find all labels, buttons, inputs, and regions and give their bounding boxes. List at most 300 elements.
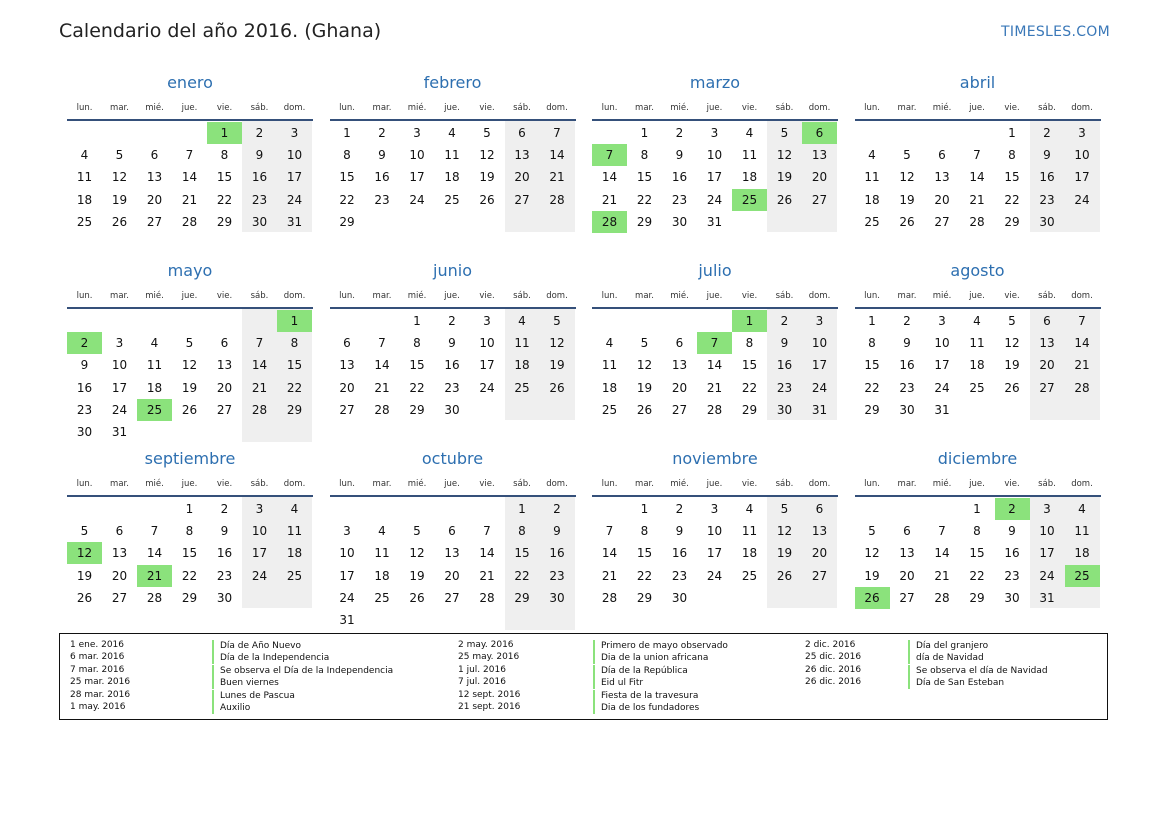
day-cell: 3 xyxy=(938,314,946,328)
legend-date: 25 mar. 2016 xyxy=(70,677,131,688)
day-cell: 3 xyxy=(483,314,491,328)
day-cell: 29 xyxy=(636,214,653,229)
weekday-label: mié. xyxy=(670,291,689,301)
day-cell: 18 xyxy=(1074,546,1090,561)
day-cell: 7 xyxy=(255,336,264,351)
month-title: diciembre xyxy=(937,449,1018,468)
day-cell: 27 xyxy=(899,590,915,605)
day-cell: 15 xyxy=(339,170,355,185)
weekday-label: sáb. xyxy=(775,479,794,489)
day-cell: 8 xyxy=(343,148,351,163)
day-cell: 2 xyxy=(1043,126,1051,140)
day-cell: 28 xyxy=(146,590,163,605)
day-cell: 25 xyxy=(286,568,303,583)
day-cell: 4 xyxy=(448,126,456,140)
weekday-label: dom. xyxy=(283,479,306,489)
day-cell: 21 xyxy=(374,380,390,395)
day-cell: 19 xyxy=(864,568,880,583)
day-cell: 2 xyxy=(553,502,561,516)
day-cell: 31 xyxy=(339,613,355,627)
day-cell: 29 xyxy=(216,214,233,229)
legend-holiday-name: Se observa el día de Navidad xyxy=(908,665,1048,677)
day-cell: 11 xyxy=(741,148,758,163)
weekday-label: dom. xyxy=(546,103,568,113)
legend-date: 1 jul. 2016 xyxy=(458,664,506,675)
day-cell: 18 xyxy=(969,358,985,373)
holiday-day-cell: 25 xyxy=(1065,565,1100,587)
day-cell: 4 xyxy=(378,524,386,539)
day-cell: 14 xyxy=(251,358,268,373)
weekday-label: sáb. xyxy=(1038,479,1056,489)
weekday-label: jue. xyxy=(969,479,985,489)
day-cell: 28 xyxy=(934,590,950,605)
day-cell: 20 xyxy=(899,568,915,583)
month-title: agosto xyxy=(950,261,1005,280)
legend-date: 21 sept. 2016 xyxy=(458,701,521,712)
day-cell: 1 xyxy=(1008,126,1016,140)
day-cell: 26 xyxy=(111,214,128,229)
day-cell: 15 xyxy=(181,546,198,561)
day-cell: 8 xyxy=(290,336,299,351)
day-cell: 14 xyxy=(374,358,390,373)
day-cell: 31 xyxy=(934,402,950,417)
day-cell: 23 xyxy=(776,380,793,395)
legend-holiday-name: Día de Año Nuevo xyxy=(212,640,301,652)
day-cell: 23 xyxy=(549,568,565,583)
day-cell: 12 xyxy=(409,546,425,561)
holiday-day-cell: 28 xyxy=(592,211,627,233)
day-cell: 23 xyxy=(251,192,268,207)
day-cell: 10 xyxy=(1074,148,1090,163)
month-title: febrero xyxy=(423,73,482,92)
day-cell: 15 xyxy=(636,546,653,561)
day-cell: 5 xyxy=(868,524,876,539)
day-cell: 7 xyxy=(605,524,614,539)
weekday-label: jue. xyxy=(969,103,985,113)
day-cell: 26 xyxy=(409,590,425,605)
legend-date: 1 ene. 2016 xyxy=(70,640,124,650)
day-cell: 9 xyxy=(675,148,684,163)
legend-date: 2 may. 2016 xyxy=(458,640,514,650)
day-cell: 21 xyxy=(934,568,950,583)
day-cell: 13 xyxy=(899,546,915,561)
day-cell: 29 xyxy=(409,402,425,417)
day-cell: 2 xyxy=(255,126,264,140)
legend-date: 6 mar. 2016 xyxy=(70,652,125,663)
day-cell: 5 xyxy=(80,524,89,539)
day-cell: 1 xyxy=(185,502,194,516)
day-cell: 30 xyxy=(899,402,915,417)
day-cell: 18 xyxy=(374,568,390,583)
legend-date: 12 sept. 2016 xyxy=(458,689,521,700)
weekday-label: vie. xyxy=(741,291,758,301)
holiday-day-cell: 25 xyxy=(732,189,767,211)
day-cell: 20 xyxy=(671,380,688,395)
day-cell: 27 xyxy=(339,402,355,417)
day-cell: 3 xyxy=(290,126,299,140)
day-cell: 9 xyxy=(448,336,456,351)
day-cell: 14 xyxy=(706,358,723,373)
day-cell: 5 xyxy=(903,148,911,163)
day-cell: 28 xyxy=(549,192,565,207)
day-cell: 22 xyxy=(741,380,758,395)
weekday-header xyxy=(67,103,313,115)
holiday-day-cell: 12 xyxy=(67,542,102,564)
weekday-header xyxy=(330,479,576,491)
day-cell: 20 xyxy=(514,170,530,185)
weekday-label: jue. xyxy=(706,291,723,301)
day-cell: 13 xyxy=(934,170,950,185)
day-cell: 7 xyxy=(150,524,159,539)
day-cell: 19 xyxy=(409,568,425,583)
month-title: mayo xyxy=(167,261,213,280)
day-cell: 26 xyxy=(549,380,565,395)
day-cell: 1 xyxy=(518,502,526,516)
day-cell: 4 xyxy=(150,336,159,351)
weekday-label: lun. xyxy=(76,103,93,113)
weekday-label: mar. xyxy=(110,291,129,301)
weekday-label: mié. xyxy=(932,291,952,301)
weekday-label: mar. xyxy=(372,291,392,301)
weekday-label: dom. xyxy=(1071,103,1093,113)
day-cell: 9 xyxy=(675,524,684,539)
day-cell: 14 xyxy=(934,546,950,561)
weekday-label: mié. xyxy=(145,103,164,113)
day-cell: 20 xyxy=(811,170,828,185)
weekday-label: lun. xyxy=(864,291,880,301)
holiday-day-cell: 1 xyxy=(732,310,767,332)
day-cell: 2 xyxy=(448,314,456,328)
day-cell: 11 xyxy=(374,546,390,561)
day-cell: 12 xyxy=(1004,336,1020,351)
legend-holiday-name: día de Navidad xyxy=(908,652,984,664)
weekday-label: jue. xyxy=(181,479,198,489)
day-cell: 15 xyxy=(409,358,425,373)
day-cell: 17 xyxy=(934,358,950,373)
weekday-label: sáb. xyxy=(513,479,531,489)
day-cell: 5 xyxy=(780,502,789,516)
day-cell: 6 xyxy=(115,524,124,539)
weekday-label: mié. xyxy=(145,291,164,301)
legend-holiday-name: Primero de mayo observado xyxy=(593,640,728,652)
day-cell: 13 xyxy=(146,170,163,185)
day-cell: 17 xyxy=(286,170,303,185)
weekday-label: dom. xyxy=(283,291,306,301)
day-cell: 13 xyxy=(811,524,828,539)
day-cell: 19 xyxy=(776,546,793,561)
holiday-day-cell: 25 xyxy=(137,399,172,421)
weekday-label: vie. xyxy=(479,103,495,113)
day-cell: 23 xyxy=(671,568,688,583)
page-title: Calendario del año 2016. (Ghana) xyxy=(59,20,382,42)
day-cell: 7 xyxy=(553,126,561,140)
day-cell: 29 xyxy=(864,402,880,417)
day-cell: 11 xyxy=(864,170,880,185)
day-cell: 19 xyxy=(636,380,653,395)
month-title: septiembre xyxy=(144,449,236,468)
day-cell: 17 xyxy=(811,358,828,373)
day-cell: 7 xyxy=(1078,314,1086,328)
day-cell: 20 xyxy=(216,380,233,395)
day-cell: 4 xyxy=(518,314,526,328)
day-cell: 10 xyxy=(706,148,723,163)
day-cell: 4 xyxy=(868,148,876,163)
legend-holiday-name: Eid ul Fitr xyxy=(593,677,643,689)
legend-date: 25 may. 2016 xyxy=(458,652,520,663)
day-cell: 18 xyxy=(146,380,163,395)
weekday-label: vie. xyxy=(216,291,233,301)
day-cell: 13 xyxy=(339,358,355,373)
day-cell: 17 xyxy=(706,546,723,561)
weekday-label: mié. xyxy=(145,479,164,489)
weekday-label: lun. xyxy=(339,103,355,113)
day-cell: 25 xyxy=(601,402,618,417)
weekday-label: lun. xyxy=(864,479,880,489)
day-cell: 22 xyxy=(409,380,425,395)
weekday-label: vie. xyxy=(479,291,495,301)
day-cell: 9 xyxy=(1008,524,1016,539)
legend-date: 28 mar. 2016 xyxy=(70,689,131,700)
day-cell: 21 xyxy=(251,380,268,395)
weekday-label: jue. xyxy=(444,103,460,113)
day-cell: 18 xyxy=(444,170,460,185)
weekday-header xyxy=(855,291,1101,303)
day-cell: 4 xyxy=(1078,502,1086,516)
day-cell: 11 xyxy=(601,358,618,373)
day-cell: 17 xyxy=(409,170,425,185)
weekday-label: dom. xyxy=(808,479,831,489)
legend-holiday-name: Dia de la union africana xyxy=(593,652,708,664)
brand-link[interactable]: TIMESLES.COM xyxy=(1001,24,1110,40)
weekday-label: jue. xyxy=(444,479,460,489)
day-cell: 3 xyxy=(343,524,351,539)
day-cell: 22 xyxy=(969,568,985,583)
day-cell: 2 xyxy=(903,314,911,328)
day-cell: 17 xyxy=(111,380,128,395)
day-cell: 13 xyxy=(811,148,828,163)
day-cell: 21 xyxy=(1074,358,1090,373)
month-title: enero xyxy=(167,73,213,92)
month-title: marzo xyxy=(689,73,741,92)
day-cell: 6 xyxy=(903,524,911,539)
day-cell: 26 xyxy=(776,568,793,583)
day-cell: 10 xyxy=(479,336,495,351)
day-cell: 30 xyxy=(671,214,688,229)
day-cell: 21 xyxy=(601,568,618,583)
day-cell: 31 xyxy=(111,425,128,439)
day-cell: 23 xyxy=(671,192,688,207)
day-cell: 15 xyxy=(636,170,653,185)
day-cell: 26 xyxy=(636,402,653,417)
day-cell: 4 xyxy=(605,336,614,351)
day-cell: 25 xyxy=(444,192,460,207)
day-cell: 25 xyxy=(76,214,93,229)
day-cell: 8 xyxy=(640,524,649,539)
day-cell: 30 xyxy=(216,590,233,605)
day-cell: 21 xyxy=(706,380,723,395)
weekday-label: dom. xyxy=(546,291,568,301)
day-cell: 8 xyxy=(220,148,229,163)
day-cell: 31 xyxy=(811,402,828,417)
day-cell: 15 xyxy=(864,358,880,373)
day-cell: 6 xyxy=(150,148,159,163)
weekday-label: dom. xyxy=(1071,291,1093,301)
weekday-label: vie. xyxy=(216,103,233,113)
day-cell: 9 xyxy=(780,336,789,351)
day-cell: 15 xyxy=(514,546,530,561)
day-cell: 24 xyxy=(934,380,950,395)
weekday-label: vie. xyxy=(216,479,233,489)
day-cell: 16 xyxy=(1004,546,1020,561)
day-cell: 19 xyxy=(111,192,128,207)
day-cell: 3 xyxy=(1043,502,1051,516)
day-cell: 20 xyxy=(146,192,163,207)
day-cell: 20 xyxy=(934,192,950,207)
day-cell: 16 xyxy=(549,546,565,561)
holiday-day-cell: 1 xyxy=(277,310,312,332)
weekday-header xyxy=(330,103,576,115)
weekday-label: vie. xyxy=(479,479,495,489)
day-cell: 14 xyxy=(181,170,198,185)
weekday-header xyxy=(67,291,313,303)
weekday-label: sáb. xyxy=(775,103,794,113)
day-cell: 14 xyxy=(601,546,618,561)
day-cell: 10 xyxy=(111,358,128,373)
day-cell: 29 xyxy=(286,402,303,417)
day-cell: 7 xyxy=(973,148,981,163)
day-cell: 17 xyxy=(479,358,495,373)
weekday-label: mié. xyxy=(407,479,427,489)
holiday-day-cell: 6 xyxy=(802,122,837,144)
day-cell: 24 xyxy=(111,402,128,417)
day-cell: 15 xyxy=(969,546,985,561)
weekday-label: dom. xyxy=(808,291,831,301)
weekday-label: lun. xyxy=(76,291,93,301)
day-cell: 6 xyxy=(220,336,229,351)
day-cell: 27 xyxy=(811,192,828,207)
day-cell: 29 xyxy=(636,590,653,605)
weekday-label: mié. xyxy=(670,103,689,113)
day-cell: 26 xyxy=(899,214,915,229)
day-cell: 10 xyxy=(286,148,303,163)
day-cell: 12 xyxy=(479,148,495,163)
weekday-label: jue. xyxy=(969,291,985,301)
day-cell: 14 xyxy=(549,148,565,163)
day-cell: 9 xyxy=(378,148,386,163)
day-cell: 11 xyxy=(514,336,530,351)
day-cell: 19 xyxy=(181,380,198,395)
day-cell: 24 xyxy=(1074,192,1090,207)
day-cell: 22 xyxy=(636,568,653,583)
holiday-day-cell: 2 xyxy=(67,332,102,354)
day-cell: 5 xyxy=(780,126,789,140)
day-cell: 15 xyxy=(741,358,758,373)
day-cell: 3 xyxy=(815,314,824,328)
weekday-label: mar. xyxy=(897,479,917,489)
day-cell: 23 xyxy=(1039,192,1055,207)
day-cell: 2 xyxy=(780,314,789,328)
legend-holiday-name: Lunes de Pascua xyxy=(212,690,295,702)
month-title: noviembre xyxy=(672,449,758,468)
day-cell: 31 xyxy=(1039,590,1055,605)
day-cell: 6 xyxy=(1043,314,1051,328)
day-cell: 17 xyxy=(251,546,268,561)
day-cell: 20 xyxy=(339,380,355,395)
day-cell: 13 xyxy=(514,148,530,163)
day-cell: 24 xyxy=(706,192,723,207)
day-cell: 23 xyxy=(1004,568,1020,583)
weekday-label: vie. xyxy=(741,479,758,489)
day-cell: 27 xyxy=(146,214,163,229)
day-cell: 18 xyxy=(76,192,93,207)
day-cell: 16 xyxy=(444,358,460,373)
day-cell: 23 xyxy=(216,568,233,583)
day-cell: 19 xyxy=(549,358,565,373)
day-cell: 5 xyxy=(1008,314,1016,328)
legend-date: 1 may. 2016 xyxy=(70,701,126,712)
day-cell: 24 xyxy=(706,568,723,583)
day-cell: 13 xyxy=(671,358,688,373)
holiday-day-cell: 26 xyxy=(855,587,890,609)
weekday-label: lun. xyxy=(601,479,618,489)
weekday-header xyxy=(855,103,1101,115)
day-cell: 5 xyxy=(640,336,649,351)
day-cell: 22 xyxy=(286,380,303,395)
weekday-label: mar. xyxy=(372,479,392,489)
day-cell: 16 xyxy=(374,170,390,185)
day-cell: 22 xyxy=(514,568,530,583)
day-cell: 22 xyxy=(181,568,198,583)
day-cell: 24 xyxy=(286,192,303,207)
day-cell: 12 xyxy=(111,170,128,185)
day-cell: 29 xyxy=(1004,214,1020,229)
holiday-legend xyxy=(59,633,1108,720)
day-cell: 19 xyxy=(776,170,793,185)
day-cell: 25 xyxy=(514,380,530,395)
legend-holiday-name: Día de la República xyxy=(593,665,688,677)
day-cell: 4 xyxy=(80,148,89,163)
weekday-label: vie. xyxy=(1004,479,1020,489)
day-cell: 25 xyxy=(864,214,880,229)
weekday-label: vie. xyxy=(741,103,758,113)
day-cell: 17 xyxy=(339,568,355,583)
day-cell: 10 xyxy=(1039,524,1055,539)
holiday-day-cell: 21 xyxy=(137,565,172,587)
weekday-label: sáb. xyxy=(250,103,269,113)
day-cell: 3 xyxy=(710,126,719,140)
weekday-label: mar. xyxy=(110,103,129,113)
day-cell: 27 xyxy=(111,590,128,605)
weekday-label: lun. xyxy=(339,291,355,301)
day-cell: 28 xyxy=(374,402,390,417)
day-cell: 3 xyxy=(1078,126,1086,140)
month-title: julio xyxy=(698,261,732,280)
weekday-label: vie. xyxy=(1004,291,1020,301)
day-cell: 2 xyxy=(220,502,229,516)
day-cell: 9 xyxy=(1043,148,1051,163)
day-cell: 24 xyxy=(1039,568,1055,583)
weekday-label: dom. xyxy=(546,479,568,489)
weekday-label: sáb. xyxy=(250,291,269,301)
day-cell: 8 xyxy=(640,148,649,163)
day-cell: 27 xyxy=(1039,380,1055,395)
day-cell: 30 xyxy=(444,402,460,417)
day-cell: 26 xyxy=(181,402,198,417)
weekday-label: dom. xyxy=(283,103,306,113)
day-cell: 1 xyxy=(868,314,876,328)
day-cell: 7 xyxy=(185,148,194,163)
day-cell: 8 xyxy=(973,524,981,539)
